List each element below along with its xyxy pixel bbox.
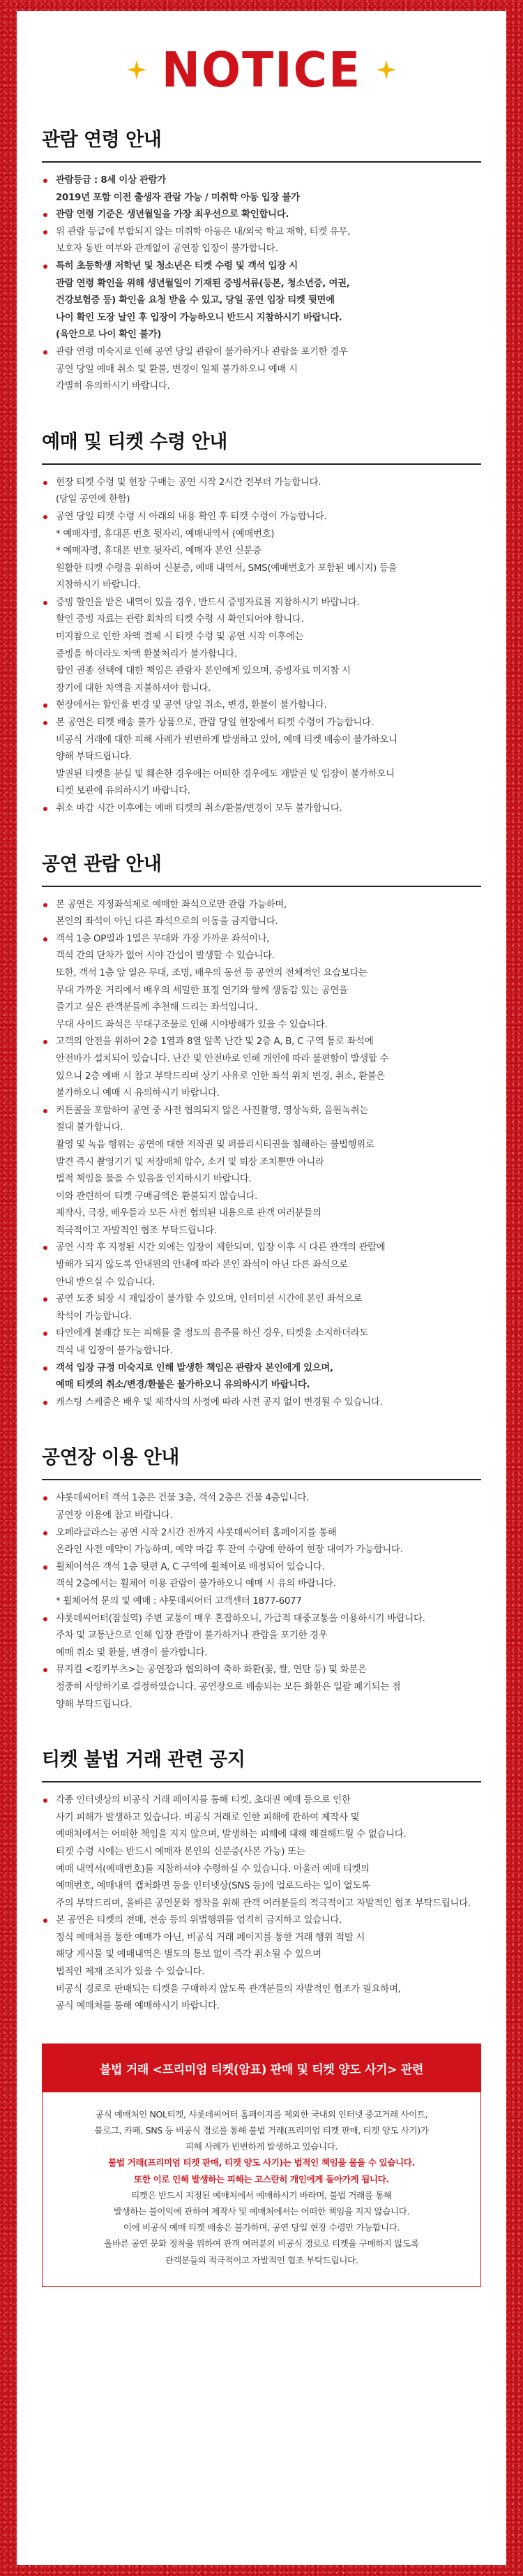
- notice-item: 고객의 안전을 위하여 2층 1열과 8열 앞쪽 난간 및 2층 A, B, C 구역 통로 좌석에 안전바가 설치되어 있습니다. 난간 및 안전바로 인해 개인에 따라 불편함이 발생할 수 있으니 2층 예매 시 참고 부탁드리며 상기 사유로 인한 좌석 위치 변경, 취소, 환불은 불가하오니 예매 시 유의하시기 바랍니다.: [42, 1034, 481, 1102]
- notice-panel: [17, 11, 506, 2565]
- notice-section: [17, 124, 506, 396]
- notice-item: 본 공연은 지정좌석제로 예매한 좌석으로만 관람 가능하며, 본인의 좌석이 아닌 다른 좌석으로의 이동을 금지합니다.: [42, 897, 481, 931]
- illegal-trade-notice-box: [42, 2043, 481, 2287]
- notice-item: 객석 1층 OP열과 1열은 무대와 가장 가까운 좌석이나, 객석 간의 단차가 없어 시야 간섭이 발생할 수 있습니다. 또한, 객석 1층 앞 열은 무대, 조명, 배우의 동선 등 공연의 전체적인 요습보다는 무대 가까운 거리에서 배우의 세밀한 표정 연기와 함께 생동감 있는 공연을 즐기고 싶은 관객분들께 추천해 드리는 좌석입니다. 무대 사이드 좌석은 무대구조물로 인해 시야방해가 있을 수 있습니다.: [42, 931, 481, 1034]
- notice-section: [17, 1744, 506, 2016]
- section-heading: 관람 연령 안내: [42, 124, 481, 163]
- notice-item: 증빙 할인을 받은 내역이 있을 경우, 반드시 증빙자료를 지참하시기 바랍니다. 할인 증빙 자료는 관람 회차의 티켓 수령 시 확인되어야 합니다. 미지참으로 인한 차액 결제 시 티켓 수령 및 공연 시작 이후에는 증빙을 하더라도 차액 환불처리가 불가합니다. 할인 권종 선택에 대한 책임은 관람자 본인에게 있으며, 증빙자료 미지참 시 장기에 대한 차액을 지불하셔야 합니다.: [42, 595, 481, 698]
- notice-section: [17, 1442, 506, 1713]
- notice-item: 공연 당일 티켓 수령 시 아래의 내용 확인 후 티켓 수령이 가능합니다. * 예매자명, 휴대폰 번호 뒷자리, 예매내역서 (예매번호) * 예매자명, 휴대폰 번호 뒷자리, 예매자 본인 신분증 원활한 티켓 수령을 위하여 신분증, 예매 내역서, SMS(예매번호가 포함된 메시지) 등을 지참하시기 바랍니다.: [42, 509, 481, 595]
- section-gap: [17, 818, 506, 849]
- notice-box-heading: 불법 거래 <프리미엄 티켓(암표) 판매 및 티켓 양도 사기> 관련: [43, 2044, 480, 2092]
- notice-list: [42, 475, 481, 818]
- notice-box-paragraph: 불법 거래(프리미엄 티켓 판매, 티켓 양도 사기)는 법적인 책임을 물을 수 있습니다. 또한 이로 인해 발생하는 피해는 고스란히 개인에게 돌아가게 됩니다.: [108, 2157, 415, 2184]
- section-gap: [17, 396, 506, 426]
- notice-item: 오페라글라스는 공연 시작 2시간 전까지 샤롯데씨어터 홈페이지를 통해 온라인 사전 예약이 가능하며, 예약 마감 후 잔여 수량에 한하여 현장 대여가 가능합니다.: [42, 1525, 481, 1559]
- sections-container: [17, 124, 506, 2016]
- notice-item: 관람등급 : 8세 이상 관람가 2019년 포함 이전 출생자 관람 가능 / 미취학 아동 입장 불가: [42, 172, 481, 207]
- notice-item: 객석 입장 규정 미숙지로 인해 발생한 책임은 관람자 본인에게 있으며, 예매 티켓의 취소/변경/환불은 불가하오니 유의하시기 바랍니다.: [42, 1360, 481, 1394]
- notice-box-paragraph: 공식 예매처인 NOL티켓, 샤롯데씨어터 홈페이지를 제외한 국내외 인터넷 중고거래 사이트, 블로그, 카페, SNS 등 비공식 경로를 통해 불법 거래(프리미엄 티켓 판매, 티켓 양도 사기)가 피해 사례가 빈번하게 발생하고 있습니다.: [94, 2108, 429, 2152]
- notice-list: [42, 172, 481, 396]
- section-gap: [17, 1713, 506, 1744]
- notice-item: 타인에게 불쾌감 또는 피해를 줄 정도의 음주를 하신 경우, 티켓을 소지하더라도 객석 내 입장이 불가능합니다.: [42, 1325, 481, 1360]
- notice-item: 샤롯데씨어터 객석 1층은 건물 3층, 객석 2층은 건물 4층입니다. 공연장 이용에 참고 바랍니다.: [42, 1490, 481, 1524]
- section-heading: 공연 관람 안내: [42, 849, 481, 887]
- section-heading: 공연장 이용 안내: [42, 1442, 481, 1480]
- notice-list: [42, 1792, 481, 2016]
- notice-section: [17, 849, 506, 1412]
- notice-item: 현장 티켓 수령 및 현장 구매는 공연 시작 2시간 전부터 가능합니다. (당일 공연에 한함): [42, 475, 481, 509]
- sparkle-icon: [127, 60, 146, 80]
- notice-item: 휠체어석은 객석 1층 뒷편 A, C 구역에 휠체어로 배정되어 있습니다. 객석 2층에서는 휠체어 이용 관람이 불가하오니 예매 시 유의 바랍니다. * 휠체어석 문의 및 예매 : 샤롯데씨어터 고객센터 1877-6077: [42, 1559, 481, 1611]
- notice-item: 뮤지컬 <킹키부츠>는 공연장과 협의하여 축하 화환(꽃, 쌀, 연탄 등) 및 화분은 정중히 사양하기로 결정하였습니다. 공연장으로 배송되는 모든 화환은 일괄 폐기되는 점 양해 부탁드립니다.: [42, 1662, 481, 1713]
- notice-box-paragraph: 티켓은 반드시 지정된 예매처에서 예매하시기 바라며, 불법 거래를 통해 발생하는 불이익에 관하여 제작사 및 예매처에서는 어떠한 책임을 지지 않습니다. 이에 비공식 예매 티켓 배송은 불가하며, 공연 당일 현장 수령만 가능합니다. 올바른 공연 문화 정착을 위하여 관객 여러분의 비공식 경로로 티켓을 구매하지 않도록 관객분들의 적극적이고 자발적인 협조 부탁드립니다.: [104, 2189, 419, 2265]
- notice-list: [42, 1490, 481, 1713]
- notice-item: 커튼콜을 포함하여 공연 중 사전 협의되지 않은 사진촬영, 영상녹화, 음원녹취는 절대 불가합니다. 촬영 및 녹음 행위는 공연에 대한 저작권 및 퍼블리시티권을 침해하는 불법행위로 발견 즉시 촬영기기 및 저장매체 압수, 소거 및 퇴장 조치뿐만 아니라 법적 책임을 물을 수 있음을 인지하시기 바랍니다. 이와 관련하여 티켓 구매금액은 환불되지 않습니다. 제작사, 극장, 배우들과 모든 사전 협의된 내용으로 관객 여러분들의 적극적이고 자발적인 협조 부탁드립니다.: [42, 1103, 481, 1240]
- page-title: NOTICE: [161, 41, 362, 98]
- notice-item: 위 관람 등급에 부합되지 않는 미취학 아동은 내/외국 학교 재학, 티켓 유무, 보호자 동반 여부와 관계없이 공연장 입장이 불가합니다.: [42, 224, 481, 258]
- notice-item: 본 공연은 티켓 배송 불가 상품으로, 관람 당일 현장에서 티켓 수령이 가능합니다. 비공식 거래에 대한 피해 사례가 빈번하게 발생하고 있어, 예매 티켓 배송이 불가하오니 양해 부탁드립니다. 발권된 티켓을 분실 및 훼손한 경우에는 어떠한 경우에도 재발권 및 입장이 불가하오니 티켓 보관에 유의하시기 바랍니다.: [42, 715, 481, 801]
- notice-box-body: [43, 2092, 480, 2286]
- section-heading: 티켓 불법 거래 관련 공지: [42, 1744, 481, 1782]
- notice-item: 특히 초등학생 저학년 및 청소년은 티켓 수령 및 객석 입장 시 관람 연령 확인을 위해 생년월일이 기재된 증빙서류(등본, 청소년증, 여권, 건강보험증 등) 확인을 요청 받을 수 있고, 당일 공연 입장 티켓 뒷면에 나이 확인 도장 날인 후 입장이 가능하오니 반드시 지참하시기 바랍니다. (육안으로 나이 확인 불가): [42, 258, 481, 344]
- notice-item: 현장에서는 할인율 변경 및 공연 당일 취소, 변경, 환불이 불가합니다.: [42, 697, 481, 715]
- section-heading: 예매 및 티켓 수령 안내: [42, 426, 481, 465]
- notice-item: 관람 연령 기준은 생년월일을 가장 최우선으로 확인합니다.: [42, 207, 481, 224]
- notice-item: 관람 연령 미숙지로 인해 공연 당일 관람이 불가하거나 관람을 포기한 경우 공연 당일 예매 취소 및 환불, 변경이 일체 불가하오니 예매 시 각별히 유의하시기 바랍니다.: [42, 344, 481, 396]
- notice-section: [17, 426, 506, 818]
- notice-item: 공연 도중 퇴장 시 재입장이 불가할 수 있으며, 인터미션 시간에 본인 좌석으로 착석이 가능합니다.: [42, 1291, 481, 1325]
- notice-item: 공연 시작 후 지정된 시간 외에는 입장이 제한되며, 입장 이후 시 다른 관객의 관람에 방해가 되지 않도록 안내원의 안내에 따라 본인 좌석이 아닌 다른 좌석으로 안내 받으실 수 있습니다.: [42, 1239, 481, 1291]
- sparkle-icon: [377, 60, 396, 80]
- section-gap: [17, 1411, 506, 1442]
- notice-item: 본 공연은 티켓의 전매, 전송 등의 위법행위를 엄격히 금지하고 있습니다. 정식 예매처를 통한 예매가 아닌, 비공식 거래 페이지를 통한 거래 행위 적발 시 해당 게시물 및 예매내역은 별도의 통보 없이 즉각 취소될 수 있으며 법적인 제재 조치가 있을 수 있습니다. 비공식 경로로 판매되는 티켓을 구매하지 않도록 관객분들의 자발적인 협조가 필요하며, 공식 예매처를 통해 예매하시기 바랍니다.: [42, 1912, 481, 2016]
- notice-item: 취소 마감 시간 이후에는 예매 티켓의 취소/환불/변경이 모두 불가합니다.: [42, 801, 481, 818]
- notice-item: 샤롯데씨어터(잠실역) 주변 교통이 매우 혼잡하오니, 가급적 대중교통을 이용하시기 바랍니다. 주차 및 교통난으로 인해 입장 관람이 불가하거나 관람을 포기한 경우 예매 취소 및 환불, 변경이 불가합니다.: [42, 1611, 481, 1662]
- notice-list: [42, 897, 481, 1412]
- notice-item: 각종 인터넷상의 비공식 거래 페이지를 통해 티켓, 초대권 예매 등으로 인한 사기 피해가 발생하고 있습니다. 비공식 거래로 인한 피해에 관하여 제작사 및 예매처에서는 어떠한 책임을 지지 않으며, 발생하는 피해에 대해 해결해드릴 수 없습니다. 티켓 수령 시에는 반드시 예매자 본인의 신분증(사본 가능) 또는 예매 내역서(예매번호)를 지참하셔야 수령하실 수 있습니다. 아울러 예매 티켓의 예매번호, 예매내역 캡처화면 등을 인터넷상(SNS 등)에 업로드하는 일이 없도록 주의 부탁드리며, 올바른 공연문화 정착을 위해 관객 여러분들의 적극적이고 자발적인 협조 부탁드립니다.: [42, 1792, 481, 1912]
- notice-item: 캐스팅 스케줄은 배우 및 제작사의 사정에 따라 사전 공지 없이 변경될 수 있습니다.: [42, 1394, 481, 1412]
- title-area: [17, 11, 506, 124]
